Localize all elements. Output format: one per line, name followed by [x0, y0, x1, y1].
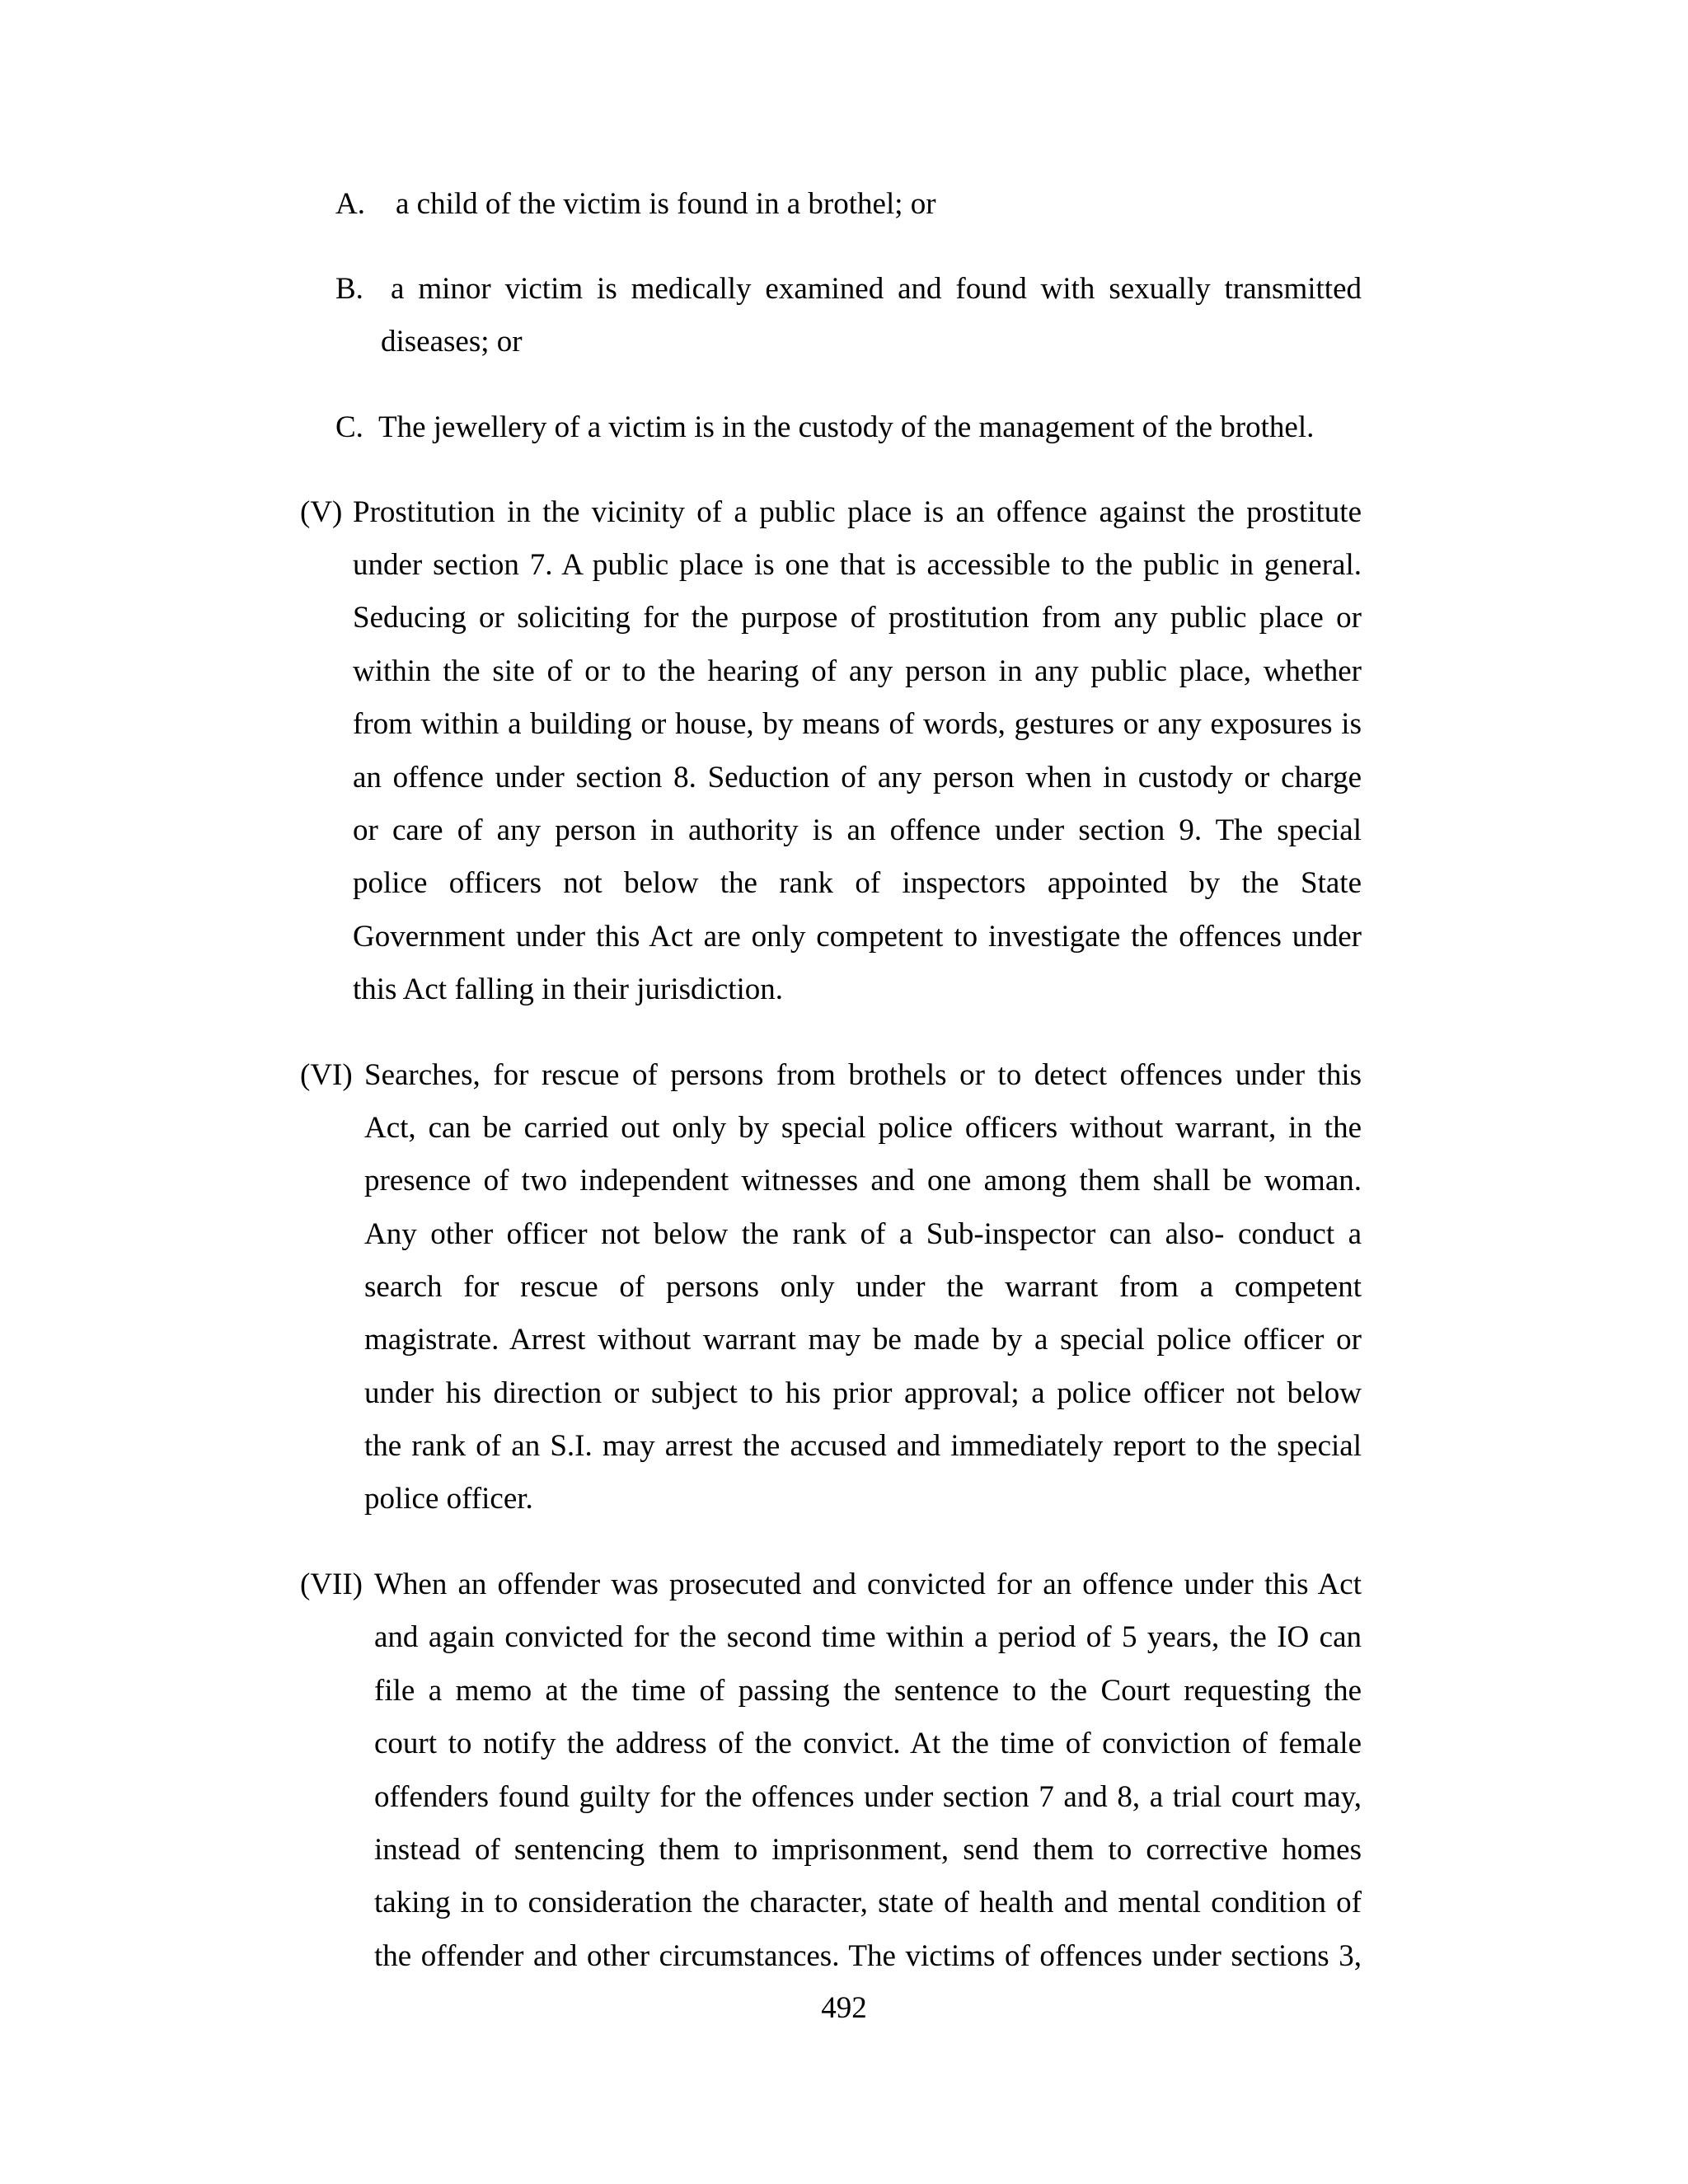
section-vii-line: and again convicted for the second time within a period of 5 years, the IO can [374, 1620, 1362, 1654]
section-v-line: this Act falling in their jurisdiction. [353, 972, 784, 1006]
item-marker-b: B. [335, 272, 363, 306]
section-vii-line: court to notify the address of the convict. At the time of conviction of female [374, 1727, 1362, 1760]
section-vii-line: taking in to consideration the character, state of health and mental condition of [374, 1886, 1362, 1919]
item-a-line: a child of the victim is found in a brothel; or [396, 187, 936, 221]
section-v-line: Prostitution in the vicinity of a public place is an offence against the prostitute [353, 495, 1362, 529]
section-vi-line: Any other officer not below the rank of a Sub-inspector can also- conduct a [364, 1217, 1362, 1251]
page-number: 492 [821, 1991, 867, 2025]
section-v-line: within the site of or to the hearing of any person in any public place, whether [353, 654, 1362, 688]
section-v-line: an offence under section 8. Seduction of any person when in custody or charge [353, 761, 1362, 794]
section-vi-line: search for rescue of persons only under the warrant from a competent [364, 1270, 1362, 1304]
section-vii-line: the offender and other circumstances. The victims of offences under sections 3, [374, 1939, 1362, 1973]
item-marker-a: A. [335, 187, 365, 221]
section-vi-line: magistrate. Arrest without warrant may be made by a special police officer or [364, 1323, 1362, 1357]
section-vi-line: police officer. [364, 1482, 533, 1516]
section-vi-line: Act, can be carried out only by special police officers without warrant, in the [364, 1111, 1362, 1145]
section-marker-vi: (VI) [300, 1058, 353, 1092]
section-vii-line: offenders found guilty for the offences under section 7 and 8, a trial court may, [374, 1780, 1362, 1814]
item-b-line: diseases; or [381, 325, 523, 359]
section-marker-vii: (VII) [300, 1568, 363, 1601]
item-marker-c: C. [335, 410, 363, 444]
item-c-line: The jewellery of a victim is in the custody of the management of the brothel. [378, 410, 1315, 444]
section-v-line: police officers not below the rank of inspectors appointed by the State [353, 866, 1362, 900]
section-v-line: from within a building or house, by means of words, gestures or any exposures is [353, 707, 1362, 741]
section-v-line: Government under this Act are only competent to investigate the offences under [353, 920, 1362, 954]
item-b-line: a minor victim is medically examined and found with sexually transmitted [391, 272, 1362, 306]
section-marker-v: (V) [300, 495, 343, 529]
section-vi-line: under his direction or subject to his prior approval; a police officer not below [364, 1376, 1362, 1410]
section-vi-line: Searches, for rescue of persons from brothels or to detect offences under this [364, 1058, 1362, 1092]
section-vii-line: When an offender was prosecuted and convicted for an offence under this Act [374, 1568, 1362, 1601]
section-vii-line: instead of sentencing them to imprisonment, send them to corrective homes [374, 1833, 1362, 1867]
section-vi-line: the rank of an S.I. may arrest the accused and immediately report to the special [364, 1429, 1362, 1463]
section-v-line: under section 7. A public place is one that is accessible to the public in general. [353, 548, 1362, 582]
section-vi-line: presence of two independent witnesses and one among them shall be woman. [364, 1164, 1362, 1197]
section-v-line: or care of any person in authority is an offence under section 9. The special [353, 813, 1362, 847]
section-v-line: Seducing or soliciting for the purpose of prostitution from any public place or [353, 601, 1362, 635]
section-vii-line: file a memo at the time of passing the sentence to the Court requesting the [374, 1674, 1362, 1708]
